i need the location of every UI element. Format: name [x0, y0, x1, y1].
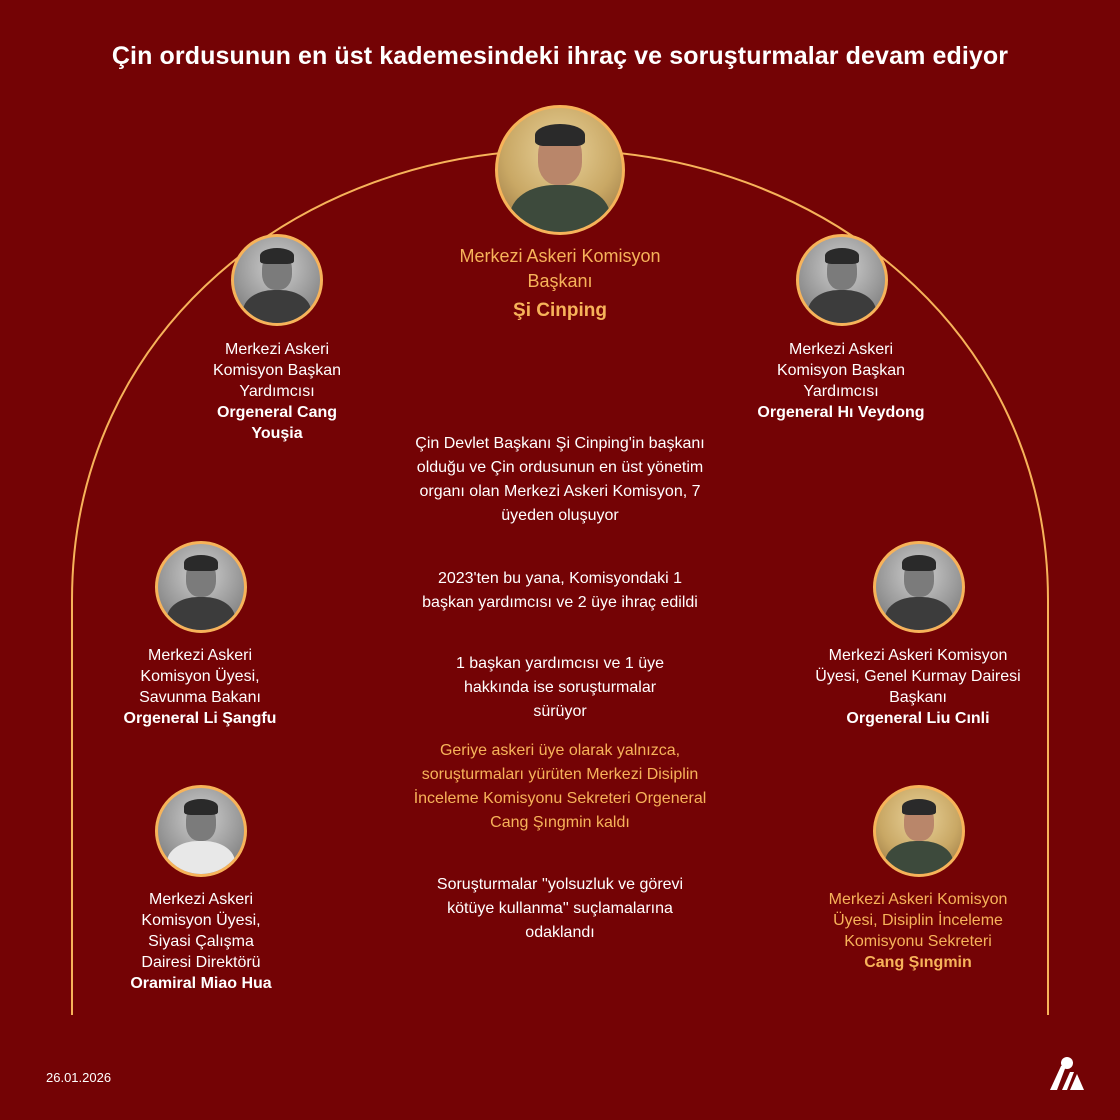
miao-hua-photo: [155, 785, 247, 877]
aa-logo-icon: [1046, 1052, 1088, 1092]
li-sangfu-photo: [155, 541, 247, 633]
miao-hua-role: Merkezi Askeri Komisyon Üyesi, Siyasi Çalışma Dairesi Direktörü: [141, 891, 261, 971]
summary-paragraph-1: Çin Devlet Başkanı Şi Cinping'in başkanı olduğu ve Çin ordusunun en üst yönetim organı olan Merkezi Askeri Komisyon, 7 üyeden oluşuyor: [415, 435, 705, 524]
chairman-name: Şi Cinping: [513, 300, 607, 321]
miao-hua-name: Oramiral Miao Hua: [130, 975, 272, 992]
summary-paragraph-5: Soruşturmalar ''yolsuzluk ve görevi kötüye kullanma'' suçlamalarına odaklandı: [436, 876, 684, 941]
chairman-caption: [430, 244, 690, 323]
hi-veydong-photo: [796, 234, 888, 326]
chairman-photo: [495, 105, 625, 235]
cang-yousia-caption: [192, 339, 362, 444]
cang-singmin-photo: [873, 785, 965, 877]
chairman-role: Merkezi Askeri Komisyon Başkanı: [459, 246, 661, 291]
hi-veydong-role: Merkezi Askeri Komisyon Başkan Yardımcısı: [776, 341, 906, 400]
publish-date: 26.01.2026: [46, 1070, 112, 1085]
li-sangfu-role: Merkezi Askeri Komisyon Üyesi, Savunma Bakanı: [139, 647, 261, 706]
summary-paragraph-2: 2023'ten bu yana, Komisyondaki 1 başkan yardımcısı ve 2 üye ihraç edildi: [422, 570, 698, 611]
liu-cinli-photo: [873, 541, 965, 633]
hi-veydong-name: Orgeneral Hı Veydong: [757, 404, 925, 421]
cang-yousia-role: Merkezi Askeri Komisyon Başkan Yardımcısı: [212, 341, 342, 400]
li-sangfu-caption: [100, 645, 300, 729]
li-sangfu-name: Orgeneral Li Şangfu: [123, 710, 277, 727]
liu-cinli-name: Orgeneral Liu Cınli: [846, 710, 990, 727]
cang-yousia-photo: [231, 234, 323, 326]
cang-yousia-name: Orgeneral Cang Youşia: [216, 404, 338, 442]
page-title: Çin ordusunun en üst kademesindeki ihraç ve soruşturmalar devam ediyor: [111, 42, 1009, 70]
cang-singmin-caption: [822, 889, 1014, 973]
liu-cinli-caption: [808, 645, 1028, 729]
summary-paragraph-4: Geriye askeri üye olarak yalnızca, soruşturmaları yürüten Merkezi Disiplin İnceleme Komisyonu Sekreteri Orgeneral Cang Şıngmin kaldı: [413, 742, 707, 831]
liu-cinli-role: Merkezi Askeri Komisyon Üyesi, Genel Kurmay Dairesi Başkanı: [815, 647, 1021, 706]
summary-paragraph-3: 1 başkan yardımcısı ve 1 üye hakkında ise soruşturmalar sürüyor: [455, 655, 665, 720]
miao-hua-caption: [110, 889, 292, 994]
cang-singmin-role: Merkezi Askeri Komisyon Üyesi, Disiplin İnceleme Komisyonu Sekreteri: [828, 891, 1008, 950]
hi-veydong-caption: [756, 339, 926, 423]
cang-singmin-name: Cang Şıngmin: [864, 954, 972, 971]
